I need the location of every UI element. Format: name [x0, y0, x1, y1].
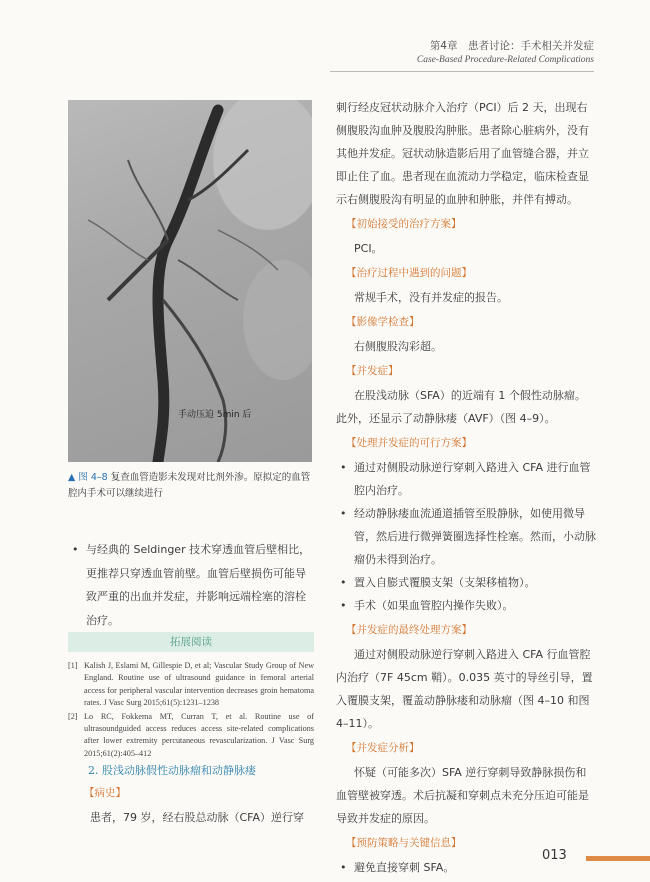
right-column: [336, 96, 596, 879]
bullet-dot-icon: •: [340, 576, 347, 589]
extended-reading-title: 拓展阅读: [68, 632, 314, 652]
option-text: 手术（如果血管腔内操作失败）。: [354, 599, 514, 612]
figure-overlay-label: 手动压迫 5min 后: [178, 410, 252, 420]
bullet-dot-icon: •: [340, 599, 347, 612]
figure-caption: [68, 470, 314, 502]
imaging-tag: 【影像学检查】: [346, 316, 420, 328]
chapter-subtitle-en: Case-Based Procedure-Related Complications: [416, 55, 594, 65]
left-bullet-text: 与经典的 Seldinger 技术穿透血管后壁相比，更推荐只穿透血管前壁。血管后壁损伤可能导致严重的出血并发症，并影响远端栓塞的溶栓治疗。: [86, 543, 311, 627]
initial-treatment-text: PCI。: [354, 242, 383, 255]
reference-item: [68, 711, 314, 761]
caption-number: 图 4–8: [78, 472, 108, 483]
page-accent-bar: [586, 856, 650, 861]
angiography-image: [68, 100, 312, 462]
reference-text: Kalish J, Eslami M, Gillespie D, et al; Vascular Study Group of New England. Routine use of ultrasound guidance in femoral arterial access for peripheral vascular intervention decreases groin hematoma rates. J Vasc Surg 2015;61(5):1231–1238: [84, 661, 314, 708]
case-paragraph: 刺行经皮冠状动脉介入治疗（PCI）后 2 天，出现右侧腹股沟血肿及腹股沟肿胀。患者除心脏病外，没有其他并发症。冠状动脉造影后用了血管缝合器，并立即止住了血。患者现在血流动力学稳定，临床检查显示右侧腹股沟有明显的血肿和肿胀，并伴有搏动。: [336, 101, 589, 206]
prevention-tag: 【预防策略与关键信息】: [346, 837, 462, 849]
history-tag: 【病史】: [84, 787, 126, 799]
page-number: 013: [542, 848, 567, 863]
options-tag: 【处理并发症的可行方案】: [346, 437, 472, 449]
option-item: [336, 456, 596, 502]
caption-triangle-icon: ▲: [68, 472, 76, 483]
option-item: [336, 571, 596, 594]
complication-text: 在股浅动脉（SFA）的近端有 1 个假性动脉瘤。此外，还显示了动静脉瘘（AVF）（图 4–9）。: [336, 389, 586, 425]
prevention-text: 避免直接穿刺 SFA。: [354, 861, 455, 874]
bullet-dot-icon: •: [340, 461, 347, 474]
option-text: 通过对侧股动脉逆行穿刺入路进入 CFA 进行血管腔内治疗。: [354, 461, 591, 497]
bullet-dot-icon: •: [72, 543, 79, 556]
header-divider: [330, 71, 594, 72]
problem-tag: 【治疗过程中遇到的问题】: [346, 267, 472, 279]
analysis-tag: 【并发症分析】: [346, 742, 420, 754]
final-treatment-tag: 【并发症的最终处理方案】: [346, 624, 472, 636]
option-text: 经动静脉瘘血流通道插管至股静脉，如使用微导管，然后进行微弹簧圈选择性栓塞。然而，小动脉瘤仍未得到治疗。: [354, 507, 596, 566]
option-item: [336, 594, 596, 617]
reference-text: Lo RC, Fokkema MT, Curran T, et al. Routine use of ultrasoundguided access reduces access site-related complications after lower extremity percutaneous revascularization. J Vasc Surg 2015;61(2):405–412: [84, 711, 314, 758]
option-item: [336, 502, 596, 571]
bullet-dot-icon: •: [340, 861, 347, 874]
complication-tag: 【并发症】: [346, 365, 399, 377]
problem-text: 常规手术，没有并发症的报告。: [354, 291, 508, 304]
reference-item: [68, 660, 314, 710]
bullet-dot-icon: •: [340, 507, 347, 520]
reference-number: [1]: [68, 661, 78, 670]
imaging-text: 右侧腹股沟彩超。: [354, 340, 442, 353]
left-bullet-paragraph: [72, 538, 314, 632]
final-treatment-text: 通过对侧股动脉逆行穿刺入路进入 CFA 行血管腔内治疗（7F 45cm 鞘）。0.035 英寸的导丝引导，置入覆膜支架，覆盖动静脉瘘和动脉瘤（图 4–10 和图 4–11）。: [336, 648, 593, 730]
history-text: 患者，79 岁，经右股总动脉（CFA）逆行穿: [90, 811, 305, 824]
chapter-header: 第4章 患者讨论：手术相关并发症: [429, 40, 594, 52]
caption-text: 复查血管造影未发现对比剂外渗。原拟定的血管腔内手术可以继续进行: [68, 472, 311, 499]
reference-list: [68, 660, 314, 761]
analysis-text: 怀疑（可能多次）SFA 逆行穿刺导致静脉损伤和血管壁被穿透。术后抗凝和穿刺点未充分压迫可能是导致并发症的原因。: [336, 766, 589, 825]
initial-treatment-tag: 【初始接受的治疗方案】: [346, 218, 462, 230]
option-text: 置入自膨式覆膜支架（支架移植物）。: [354, 576, 536, 589]
section-title: 2. 股浅动脉假性动脉瘤和动静脉瘘: [88, 764, 256, 777]
reference-number: [2]: [68, 711, 78, 721]
